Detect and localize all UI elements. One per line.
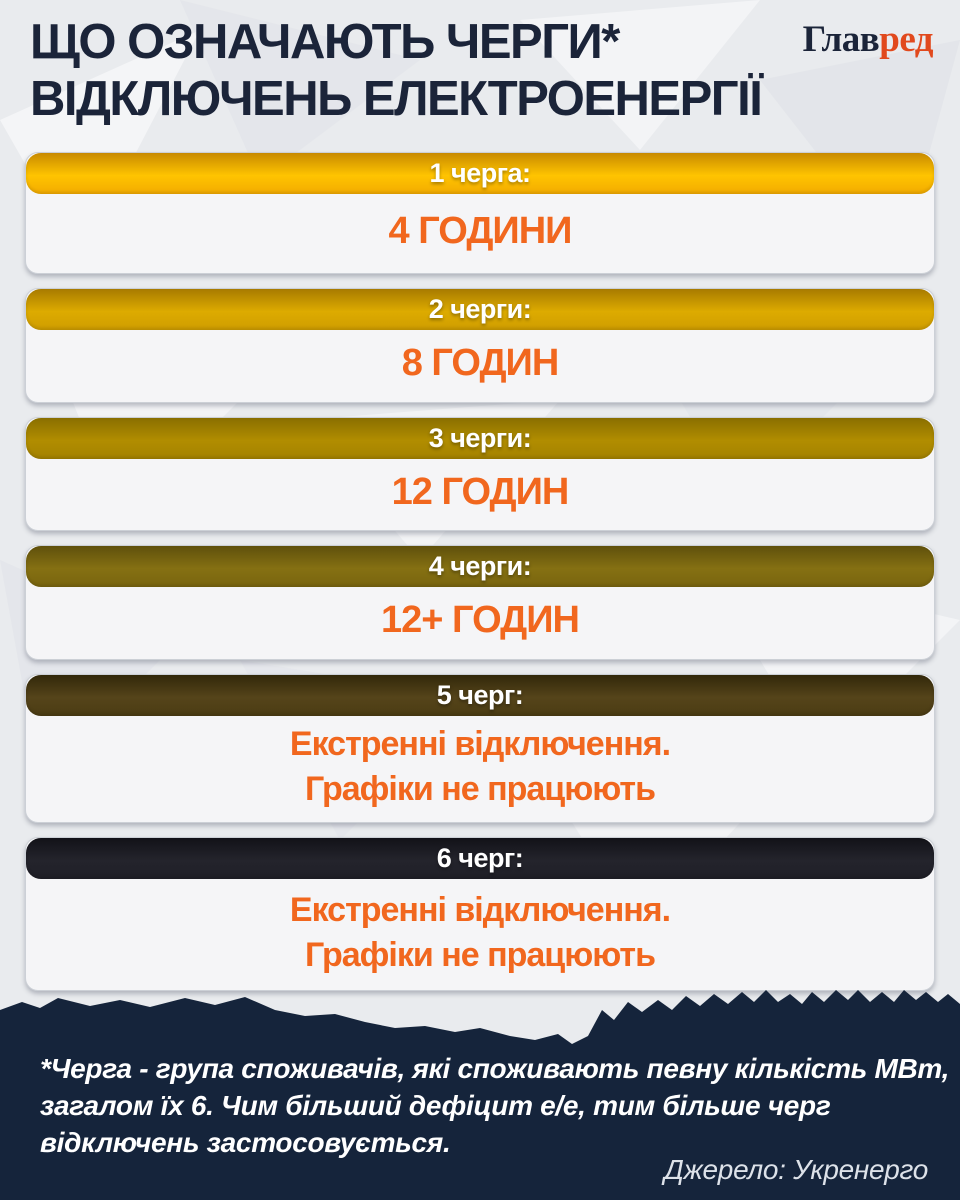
queue-label: 4 черги: [428,551,532,581]
footnote-section [0,990,960,1200]
queue-value-line1: Екстренні відключення. [289,725,671,764]
footnote-text [40,1050,949,1161]
queue-label: 6 черг: [436,843,524,873]
footnote-line1: *Черга - група споживачів, які споживають певну кількість МВт, [40,1053,950,1084]
queue-card-header [26,546,934,587]
queue-label: 1 черга: [429,158,531,188]
source-credit: Джерело: Укренерго [664,1154,928,1185]
queue-cards-list [25,152,935,1005]
page-title-line1: ЩО ОЗНАЧАЮТЬ ЧЕРГИ* [30,15,619,69]
footnote-line2: загалом їх 6. Чим більший дефіцит е/е, тим більше черг [40,1090,831,1121]
queue-value-line1: 12 ГОДИН [391,470,569,513]
queue-card-body [26,879,934,990]
queue-card-body [26,459,934,530]
brand-logo-red-part: ред [879,19,933,60]
queue-card [25,545,935,660]
page-title [30,14,935,129]
queue-label: 2 черги: [428,294,532,324]
queue-card [25,288,935,403]
brand-logo-dark-part: Глав [802,19,880,60]
queue-card-header [26,838,934,879]
queue-card [25,152,935,274]
queue-card-header [26,289,934,330]
queue-value-line1: Екстренні відключення. [289,890,671,929]
queue-value-line1: 8 ГОДИН [401,342,559,385]
brand-logo [803,18,933,61]
page-title-line2: ВІДКЛЮЧЕНЬ ЕЛЕКТРОЕНЕРГІЇ [30,72,762,127]
queue-value-line1: 4 ГОДИНИ [388,209,572,252]
masthead [30,14,935,129]
queue-label: 3 черги: [428,423,532,453]
queue-card [25,674,935,823]
queue-card-header [26,153,934,194]
queue-value-line1: 12+ ГОДИН [381,599,579,642]
queue-card [25,837,935,991]
queue-card-body [26,194,934,273]
queue-card-header [26,418,934,459]
queue-card [25,417,935,531]
queue-value-line2: Графіки не працюють [304,770,655,808]
footnote-line3: відключень застосовується. [40,1127,451,1158]
queue-label: 5 черг: [436,680,524,710]
queue-value-line2: Графіки не працюють [304,935,655,974]
queue-card-body [26,716,934,822]
queue-card-body [26,587,934,659]
queue-card-body [26,330,934,402]
queue-card-header [26,675,934,716]
